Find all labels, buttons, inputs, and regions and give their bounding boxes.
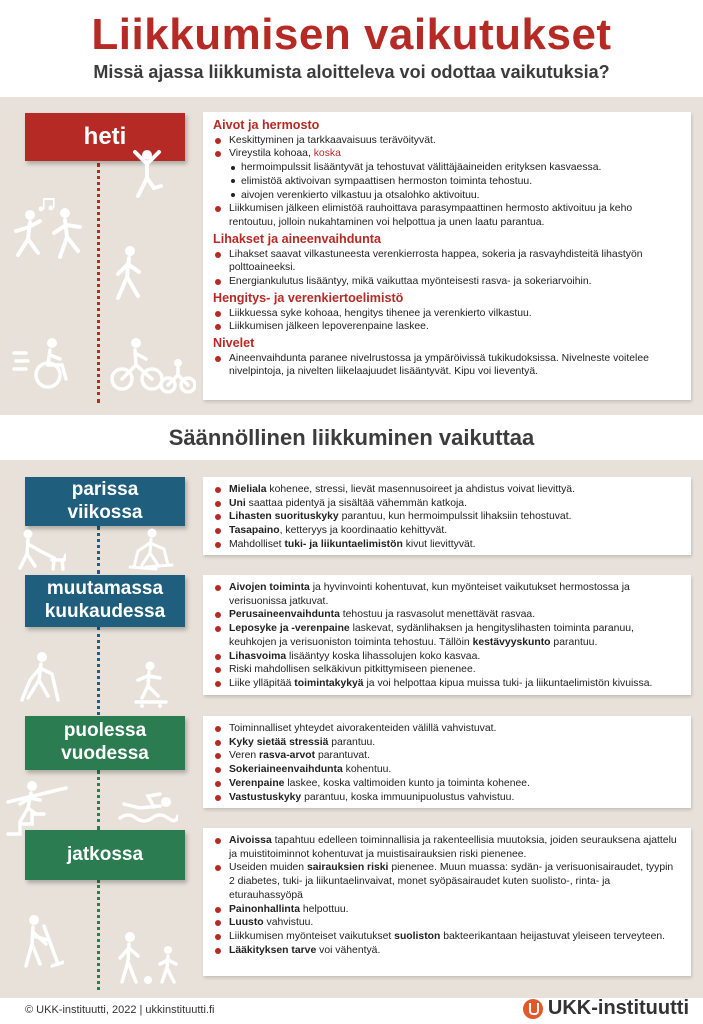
list-item: Vastustuskyky parantuu, koska immuunipuolustus vahvistuu.: [213, 791, 681, 805]
list-item: Verenpaine laskee, koska valtimoiden kunto ja toiminta kohenee.: [213, 777, 681, 791]
label-heti: heti: [25, 113, 185, 161]
timeline-dots: [97, 163, 100, 403]
wheelchair-icon: [12, 335, 76, 391]
list-item: Tasapaino, ketteryys ja koordinaatio kehittyvät.: [213, 524, 681, 538]
category-heading: Lihakset ja aineenvaihdunta: [213, 231, 381, 246]
list-item: Mieliala kohenee, stressi, lievät masennusoireet ja ahdistus voivat lievittyä.: [213, 483, 681, 497]
category-heading: Hengitys- ja verenkiertoelimistö: [213, 290, 404, 305]
list-item: Useiden muiden sairauksien riski pienenee. Muun muassa: sydän- ja verisuonisairaudet, tyypin 2 diabetes, tuki- ja liikuntaelinvaivat, monet syöpäsairaudet kuten suolisto-, rinta- ja eturauhassyöpä: [213, 861, 681, 902]
category-heading: Aivot ja hermosto: [213, 118, 320, 132]
list-item: Vireystila kohoaa, koska hermoimpulssit lisääntyvät ja tehostuvat välittäjäaineiden erityksen kasvaessa. elimistöä aktivoivan sympaattisen hermoston toiminta tehostuu. aivojen verenkierto vilkastuu ja otsalohko aktivoituu.: [213, 147, 681, 202]
gardener-raking-icon: [18, 912, 64, 972]
list-item: Liikkumisen jälkeen lepoverenpaine laskee.: [213, 320, 681, 334]
timeline-dots: [97, 526, 100, 574]
list-item: Aivojen toiminta ja hyvinvointi kohentuvat, kun myönteiset vaikutukset hermostossa ja verisuonissa jatkuvat.: [213, 581, 681, 608]
list-item: Liikkuessa syke kohoaa, hengitys tihenee ja verenkierto vilkastuu.: [213, 307, 681, 321]
swimmer-icon: [118, 790, 178, 824]
list-item: Aivoissa tapahtuu edelleen toiminnallisia ja rakenteellisia muutoksia, joiden seurauksena ajattelu ja muistitoiminnot kohentuvat ja muistisairauksien riski pienenee.: [213, 834, 681, 861]
half-year-effects-card: [203, 716, 691, 808]
list-item: Mahdolliset tuki- ja liikuntaelimistön kivut lievittyvät.: [213, 538, 681, 552]
label-months: muutamassa kuukaudessa: [25, 575, 185, 627]
list-item: Liikkumisen jälkeen elimistöä rauhoittava parasympaattinen hermosto aktivoituu ja keho rentoutuu, jolloin nukahtaminen voi helpottua ja unen laatu parantua.: [213, 202, 681, 229]
dancing-people-icon: [10, 205, 90, 265]
timeline-dots: [97, 770, 100, 830]
later-effects-card: [203, 828, 691, 976]
sub-list-item: hermoimpulssit lisääntyvät ja tehostuvat välittäjäaineiden erityksen kasvaessa.: [213, 161, 681, 175]
regular-exercise-heading: Säännöllinen liikkuminen vaikuttaa: [168, 425, 535, 450]
list-item: Sokeriaineenvaihdunta kohentuu.: [213, 763, 681, 777]
sub-list-item: elimistöä aktivoivan sympaattisen hermoston toiminta tehostuu.: [213, 175, 681, 189]
list-item: Lihasten suorituskyky parantuu, kun hermoimpulssit lihaksiin tehostuvat.: [213, 510, 681, 524]
label-half-year: puolessa vuodessa: [25, 716, 185, 770]
ukk-logo[interactable]: [523, 997, 689, 1020]
label-weeks: parissa viikossa: [25, 477, 185, 526]
list-item: Toiminnalliset yhteydet aivorakenteiden välillä vahvistuvat.: [213, 722, 681, 736]
skateboarder-icon: [132, 660, 172, 708]
ukk-logo-icon: [523, 999, 543, 1019]
timeline-dots: [97, 627, 100, 715]
list-item: Lihakset saavat vilkastuneesta verenkierrosta happea, sokeria ja rasvayhdisteitä lihastyön polttoaineeksi.: [213, 248, 681, 275]
list-item: Kyky sietää stressiä parantuu.: [213, 736, 681, 750]
list-item: Perusaineenvaihdunta tehostuu ja rasvasolut menettävät rasvaa.: [213, 608, 681, 622]
list-item: Luusto vahvistuu.: [213, 916, 681, 930]
logo-text: UKK-instituutti: [547, 997, 689, 1019]
category-heading: Nivelet: [213, 336, 255, 351]
page-subtitle: Missä ajassa liikkumista aloitteleva voi odottaa vaikutuksia?: [93, 62, 610, 82]
weeks-effects-card: [203, 477, 691, 555]
list-item: Veren rasva-arvot parantuvat.: [213, 749, 681, 763]
timeline-dots: [97, 880, 100, 990]
list-item: Energiankulutus lisääntyy, mikä vaikuttaa myönteisesti rasva- ja sokeriarvoihin.: [213, 275, 681, 289]
list-item: Uni saattaa pidentyä ja sisältää vähemmän katkoja.: [213, 497, 681, 511]
adult-child-playing-icon: [112, 930, 188, 986]
list-item: Liike ylläpitää toimintakykyä ja voi helpottaa kipua muissa tuki- ja liikuntaelimistön kivuissa.: [213, 677, 681, 691]
sub-list-item: aivojen verenkierto vilkastuu ja otsalohko aktivoituu.: [213, 189, 681, 203]
list-item: Lihasvoima lisääntyy koska lihassolujen koko kasvaa.: [213, 650, 681, 664]
cyclists-icon: [110, 335, 196, 395]
label-later: jatkossa: [25, 830, 185, 880]
stair-climber-icon: [6, 780, 68, 838]
dog-walker-icon: [14, 528, 66, 572]
footer-copyright: © UKK-instituutti, 2022 | ukkinstituutti.fi: [25, 1004, 215, 1016]
list-item: Liikkumisen myönteiset vaikutukset suoliston bakteerikantaan heijastuvat yleiseen terveyteen.: [213, 930, 681, 944]
nordic-walker-icon: [18, 650, 64, 702]
list-item: Aineenvaihdunta paranee nivelrustossa ja ympäröivissä tukikudoksissa. Nivelneste voitelee nivelpintoja, ja nivelten liikelaajuudet lisääntyvät. Kipu voi lieventyä.: [213, 352, 681, 379]
skier-icon: [128, 527, 174, 571]
list-item: Lääkityksen tarve voi vähentyä.: [213, 944, 681, 958]
page-title: Liikkumisen vaikutukset: [91, 10, 612, 59]
immediate-effects-card: [203, 112, 691, 400]
list-item: Riski mahdollisen selkäkivun pitkittymiseen pienenee.: [213, 663, 681, 677]
list-item: Painonhallinta helpottuu.: [213, 903, 681, 917]
walking-person-icon: [108, 244, 148, 302]
list-item: Leposyke ja -verenpaine laskevat, sydänlihaksen ja hengityslihasten toiminta paranuu, keuhkojen ja verisuoniston toiminta tehostuu. Tällöin kestävyyskunto parantuu.: [213, 622, 681, 649]
months-effects-card: [203, 575, 691, 695]
list-item: Keskittyminen ja tarkkaavaisuus terävöityvät.: [213, 134, 681, 148]
person-cheering-icon: [128, 148, 166, 200]
